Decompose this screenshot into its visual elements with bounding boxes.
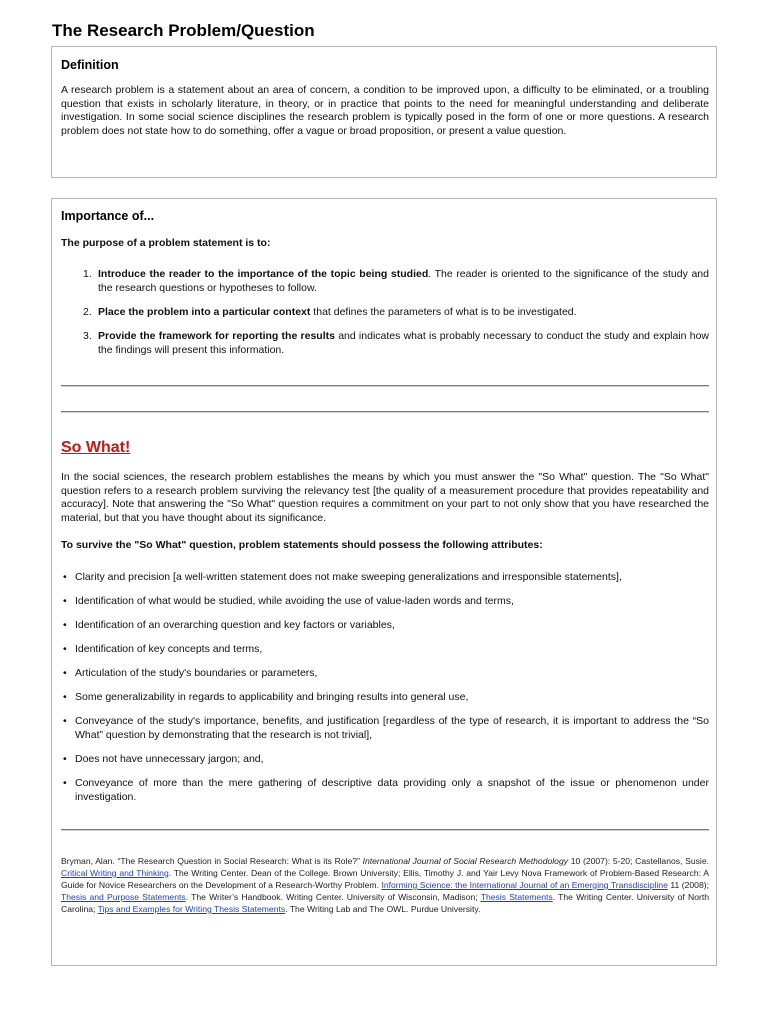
reference-text: . The Writing Lab and The OWL. Purdue University. [285, 904, 481, 914]
definition-text: A research problem is a statement about an area of concern, a condition to be improved upon, a difficulty to be eliminated, or a troubling question that exists in scholarly literature, in theory, or in practice that points to the need for meaningful understanding and deliberate investigation. In some social science disciplines the research problem is typically posed in the form of one or more questions. A research problem does not state how to do something, offer a vague or broad proposition, or present a value question. [61, 84, 709, 137]
reference-text: . The Writing Center. University of North Carolina; [61, 892, 710, 914]
item-bold-text: Provide the framework for reporting the results [98, 330, 335, 342]
item-bold-text: Place the problem into a particular context [98, 306, 311, 318]
item-text: Some generalizability in regards to applicability and bringing results into general use, [75, 691, 469, 703]
divider [61, 385, 709, 387]
reference-text: . The Writer’s Handbook. Writing Center. University of Wisconsin, Madison; [185, 892, 481, 902]
list-item [61, 594, 709, 608]
reference-link-thesis-purpose[interactable]: Thesis and Purpose Statements [61, 892, 186, 902]
list-item [61, 618, 709, 632]
list-item [61, 305, 709, 319]
item-text: Identification of key concepts and terms, [75, 643, 263, 655]
page-title: The Research Problem/Question [52, 21, 315, 40]
item-text: Identification of an overarching question and key factors or variables, [75, 619, 395, 631]
bullet-icon: • [63, 643, 67, 655]
importance-lead: The purpose of a problem statement is to: [61, 237, 271, 249]
list-item [61, 714, 709, 742]
item-text: Conveyance of the study's importance, benefits, and justification [regardless of the type of research, it is important to address the “So What” question by demonstrating that the research is not trivial], [75, 715, 709, 741]
list-item [61, 642, 709, 656]
so-what-lead: To survive the "So What" question, problem statements should possess the following attributes: [61, 539, 543, 551]
journal-title: International Journal of Social Research Methodology [362, 856, 569, 866]
list-number: 1. [83, 268, 92, 280]
divider [61, 829, 709, 831]
so-what-heading: So What! [61, 439, 131, 456]
reference-text: 11 (2008); [667, 880, 709, 890]
list-item [61, 666, 709, 680]
item-text: Does not have unnecessary jargon; and, [75, 753, 264, 765]
bullet-icon: • [63, 753, 67, 765]
list-item [61, 329, 709, 357]
item-text: and indicates what is probably necessary to conduct the study and explain how the findings will present this information. [98, 330, 709, 356]
bullet-icon: • [63, 619, 67, 631]
list-number: 3. [83, 330, 92, 342]
list-item [61, 690, 709, 704]
reference-link-critical-writing[interactable]: Critical Writing and Thinking [61, 868, 169, 878]
main-content-box [51, 198, 717, 966]
list-item [61, 752, 709, 766]
bullet-icon: • [63, 595, 67, 607]
attributes-list [61, 570, 709, 814]
list-item [61, 570, 709, 584]
references [61, 855, 709, 915]
reference-text: 10 (2007): 5-20; Castellanos, Susie. [568, 856, 710, 866]
list-item [61, 776, 709, 804]
divider [61, 411, 709, 413]
importance-heading: Importance of... [61, 209, 155, 223]
reference-text: Bryman, Alan. “The Research Question in Social Research: What is its Role?” [61, 856, 363, 866]
definition-heading: Definition [61, 58, 119, 72]
importance-list [61, 267, 709, 367]
item-text: Articulation of the study's boundaries or parameters, [75, 667, 318, 679]
bullet-icon: • [63, 571, 67, 583]
so-what-text: In the social sciences, the research problem establishes the means by which you must answer the "So What" question. The "So What" question refers to a research problem surviving the relevancy test [the quality of a measurement procedure that provides repeatability and accuracy]. Note that answering the "So What" question requires a commitment on your part to not only show that you have researched the material, but that you have thought about its significance. [61, 471, 709, 524]
bullet-icon: • [63, 667, 67, 679]
item-text: . The reader is oriented to the significance of the study and the research questions or hypotheses to follow. [98, 268, 709, 294]
reference-link-tips-examples[interactable]: Tips and Examples for Writing Thesis Statements [97, 904, 286, 914]
bullet-icon: • [63, 715, 67, 727]
reference-link-informing-science[interactable]: Informing Science: the International Journal of an Emerging Transdiscipline [381, 880, 668, 890]
item-text: that defines the parameters of what is to be investigated. [310, 306, 577, 318]
bullet-icon: • [63, 691, 67, 703]
bullet-icon: • [63, 777, 67, 789]
list-number: 2. [83, 306, 92, 318]
reference-text: . The Writing Center. Dean of the College. Brown University; Ellis, Timothy J. and Yair Levy Nova Framework of Problem-Based Research: A Guide for Novice Researchers on the Development of a Research-Worthy Problem. [61, 868, 709, 890]
item-text: Clarity and precision [a well-written statement does not make sweeping generalizations and irresponsible statements], [75, 571, 622, 583]
reference-link-thesis-statements[interactable]: Thesis Statements [480, 892, 553, 902]
item-text: Identification of what would be studied, while avoiding the use of value-laden words and terms, [75, 595, 514, 607]
item-bold-text: Introduce the reader to the importance of the topic being studied [98, 268, 429, 280]
item-text: Conveyance of more than the mere gathering of descriptive data providing only a snapshot of the issue or phenomenon under investigation. [75, 777, 709, 803]
list-item [61, 267, 709, 295]
definition-box [51, 46, 717, 178]
